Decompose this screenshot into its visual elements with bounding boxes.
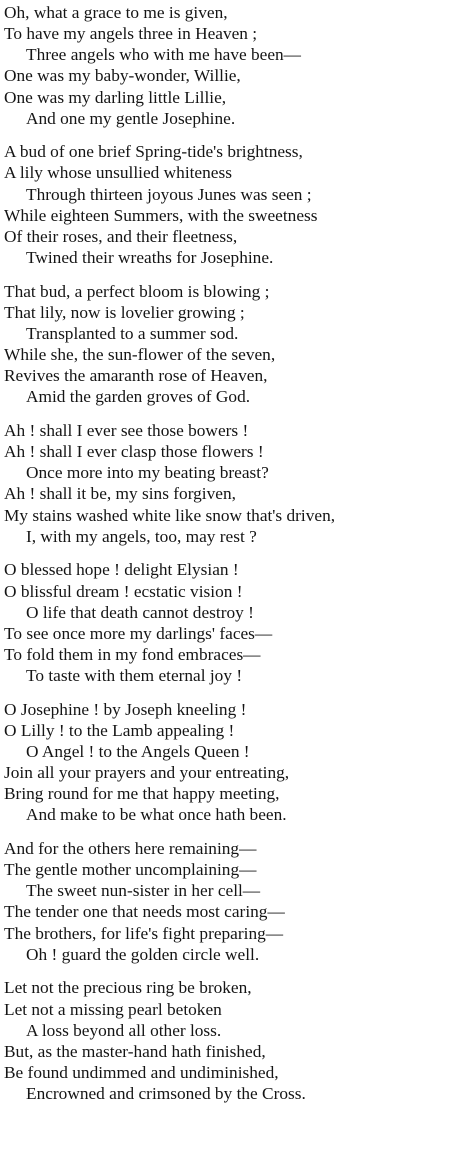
poem-line: Twined their wreaths for Josephine. <box>26 248 274 268</box>
poem-line: Once more into my beating breast? <box>26 463 269 483</box>
poem-line: Ah ! shall I ever clasp those flowers ! <box>4 442 264 462</box>
poem-line: Ah ! shall I ever see those bowers ! <box>4 421 249 441</box>
poem-line: O blessed hope ! delight Elysian ! <box>4 560 239 580</box>
stanza-5 <box>4 559 464 686</box>
stanza-4 <box>4 420 464 547</box>
poem-line: Oh, what a grace to me is given, <box>4 3 228 22</box>
poem-line: The sweet nun-sister in her cell— <box>26 881 261 901</box>
poem-line: O Josephine ! by Joseph kneeling ! <box>4 699 247 719</box>
poem-line: O blissful dream ! ecstatic vision ! <box>4 581 243 601</box>
poem-line: Let not the precious ring be broken, <box>4 978 252 998</box>
poem-line: O Lilly ! to the Lamb appealing ! <box>4 720 235 740</box>
poem-line: Let not a missing pearl betoken <box>4 999 222 1019</box>
poem-line: Transplanted to a summer sod. <box>26 323 239 343</box>
stanza-2 <box>4 141 464 268</box>
poem-line: Ah ! shall it be, my sins forgiven, <box>4 484 236 504</box>
poem-line: A loss beyond all other loss. <box>26 1020 222 1040</box>
poem-line: Amid the garden groves of God. <box>26 387 251 407</box>
poem-line: Revives the amaranth rose of Heaven, <box>4 366 268 386</box>
poem-line: The gentle mother uncomplaining— <box>4 860 257 880</box>
poem-line: Be found undimmed and undiminished, <box>4 1062 279 1082</box>
poem-line: The tender one that needs most caring— <box>4 902 285 922</box>
poem-line: While eighteen Summers, with the sweetness <box>4 205 318 225</box>
poem-line: But, as the master-hand hath finished, <box>4 1041 266 1061</box>
poem-line: To fold them in my fond embraces— <box>4 644 261 664</box>
poem-line: O life that death cannot destroy ! <box>26 602 254 622</box>
stanza-3 <box>4 281 464 408</box>
poem-line: Oh ! guard the golden circle well. <box>26 944 260 964</box>
poem-line: To see once more my darlings' faces— <box>4 623 273 643</box>
poem-line: My stains washed white like snow that's driven, <box>4 505 336 525</box>
poem-line: That bud, a perfect bloom is blowing ; <box>4 281 270 301</box>
poem-line: To have my angels three in Heaven ; <box>4 24 258 44</box>
poem-line: A lily whose unsullied whiteness <box>4 163 232 183</box>
stanza-6 <box>4 699 464 826</box>
poem-line: Bring round for me that happy meeting, <box>4 784 280 804</box>
poem-line: Encrowned and crimsoned by the Cross. <box>26 1084 306 1104</box>
poem-line: And make to be what once hath been. <box>26 805 287 825</box>
stanza-7 <box>4 838 464 965</box>
poem-line: I, with my angels, too, may rest ? <box>26 526 257 546</box>
poem-line: While she, the sun-flower of the seven, <box>4 345 276 365</box>
poem-line: Join all your prayers and your entreating, <box>4 763 290 783</box>
poem-line: And for the others here remaining— <box>4 839 257 859</box>
poem <box>4 2 464 1117</box>
stanza-1 <box>4 2 464 129</box>
stanza-8 <box>4 977 464 1104</box>
poem-line: To taste with them eternal joy ! <box>26 666 243 686</box>
poem-line: One was my darling little Lillie, <box>4 87 227 107</box>
poem-line: O Angel ! to the Angels Queen ! <box>26 742 250 761</box>
poem-line: That lily, now is lovelier growing ; <box>4 302 245 322</box>
poem-line: The brothers, for life's fight preparing— <box>4 923 284 943</box>
poem-line: A bud of one brief Spring-tide's brightness, <box>4 142 303 162</box>
poem-line: One was my baby-wonder, Willie, <box>4 66 241 86</box>
poem-line: Three angels who with me have been— <box>26 45 301 65</box>
poem-line: Through thirteen joyous Junes was seen ; <box>26 184 312 204</box>
poem-line: And one my gentle Josephine. <box>26 108 236 128</box>
poem-line: Of their roses, and their fleetness, <box>4 226 238 246</box>
